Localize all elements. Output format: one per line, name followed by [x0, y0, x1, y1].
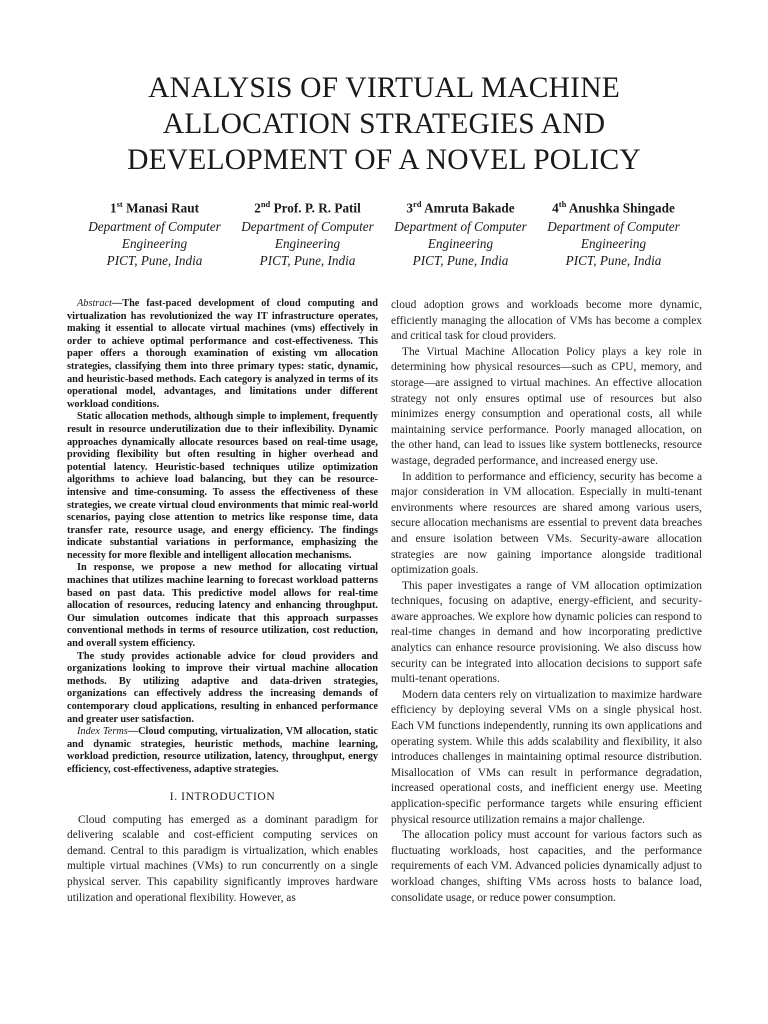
abstract-paragraph: In response, we propose a new method for allocating virtual machines that utilizes machine learning to forecast workload patterns based on past data. This predictive model allows for real-time allocation of resources, reducing latency and enhancing throughput. Our simulation outcomes indicate that this approach surpasses conventional methods in terms of resource utilization, cost reduction, and overall system efficiency.: [67, 562, 378, 650]
author-3: [384, 196, 537, 269]
author-name: Manasi Raut: [126, 200, 199, 216]
author-4: [537, 196, 690, 269]
author-location: PICT, Pune, India: [565, 253, 662, 269]
right-column: [391, 298, 702, 906]
index-terms: [67, 726, 378, 776]
section-heading: I. INTRODUCTION: [169, 790, 276, 803]
author-location: PICT, Pune, India: [259, 253, 356, 269]
body-paragraph: This paper investigates a range of VM allocation optimization techniques, focusing on adaptive, energy-efficient, and security-aware approaches. We explore how dynamic policies can respond to real-time changes in demand and how incorporating predictive analytics can enhance resource provisioning. We also discuss how security can be integrated into allocation decisions to support safe multi-tenant operations.: [391, 579, 702, 686]
author-department: Department of Computer: [394, 219, 527, 235]
abstract: [67, 298, 378, 726]
intro-left-text: [67, 813, 378, 907]
author-ordinal-suffix: th: [558, 199, 567, 209]
author-2: [231, 196, 384, 269]
title-line: ALLOCATION STRATEGIES AND: [162, 108, 606, 140]
abstract-text: —The fast-paced development of cloud computing and virtualization has revolutionized the way IT infrastructure operates, making it essential to allocate virtual machines (vms) effectively in order to achieve optimal performance and cost-effectiveness. This paper offers a thorough examination of existing vm allocation strategies, classifying them into three primary types: static, dynamic, and heuristic-based methods. Each category is analyzed in terms of its operational model, advantages, and limitations under different workload conditions.: [67, 298, 378, 410]
author-department-cont: Engineering: [580, 236, 647, 252]
author-department-cont: Engineering: [274, 236, 341, 252]
author-department: Department of Computer: [88, 219, 221, 235]
body-paragraph-continued: cloud adoption grows and workloads become more dynamic, efficiently managing the allocation of VMs has become a complex and critical task for cloud providers.: [391, 299, 702, 343]
abstract-paragraph: The study provides actionable advice for cloud providers and organizations looking to improve their virtual machine allocation methods. By utilizing adaptive and data-driven strategies, organizations can effectively address the increasing demands of contemporary cloud applications, resulting in enhanced performance and greater user satisfaction.: [67, 650, 378, 725]
body-paragraph: The allocation policy must account for various factors such as fluctuating workloads, host capacities, and the performance requirements of each VM. Advanced policies dynamically adjust to workload changes, shifting VMs across hosts to balance load, consolidate usage, or reduce power consumption.: [391, 829, 702, 904]
title-line: DEVELOPMENT OF A NOVEL POLICY: [127, 144, 641, 176]
author-ordinal: 1: [110, 200, 117, 216]
author-name: Anushka Shingade: [568, 200, 675, 216]
left-column: [67, 298, 378, 906]
body-paragraph: The Virtual Machine Allocation Policy plays a key role in determining how physical resources—such as CPU, memory, and storage—are assigned to virtual machines. An effective allocation strategy not only ensures optimal use of resources but also minimizes energy consumption and operational costs, all while maintaining service performance. Poorly managed allocation, on the other hand, can lead to issues like system bottlenecks, resource wastage, degraded performance, and increased energy use.: [391, 345, 702, 467]
author-ordinal-suffix: nd: [260, 199, 271, 209]
index-terms-label: Index Terms: [77, 726, 128, 738]
author-ordinal: 2: [254, 200, 261, 216]
author-department-cont: Engineering: [121, 236, 188, 252]
author-block: [78, 196, 690, 269]
author-name: Amruta Bakade: [424, 200, 515, 216]
author-location: PICT, Pune, India: [412, 253, 509, 269]
author-ordinal-suffix: st: [116, 199, 123, 209]
author-1: [78, 196, 231, 269]
author-department: Department of Computer: [547, 219, 680, 235]
author-location: PICT, Pune, India: [106, 253, 203, 269]
body-paragraph: In addition to performance and efficiency, security has become a major consideration in VM allocation. Especially in multi-tenant environments where resources are shared among various users, secure allocation mechanisms are essential to prevent data breaches and ensure isolation between VMs. Security-aware allocation strategies are now gaining importance alongside traditional optimization goals.: [391, 470, 702, 577]
body-paragraph: Cloud computing has emerged as a dominant paradigm for delivering scalable and cost-efficient computing services on demand. Central to this paradigm is virtualization, which enables multiple virtual machines (VMs) to run concurrently on a single physical server. This capability significantly improves hardware utilization and operational flexibility. However, as: [67, 813, 378, 904]
abstract-paragraph: [67, 298, 378, 411]
body-paragraph: Modern data centers rely on virtualization to maximize hardware efficiency by deploying several VMs on a single physical host. Each VM functions independently, running its own applications and operating system. While this adds scalability and flexibility, it also introduces challenges in maintaining optimal resource distribution. Misallocation of VMs can result in performance degradation, increased operational costs, and inefficient energy use. Meeting application-specific performance targets while ensuring efficient physical resource utilization remains a major challenge.: [391, 688, 702, 826]
author-ordinal: 4: [552, 200, 559, 216]
author-department-cont: Engineering: [427, 236, 494, 252]
author-department: Department of Computer: [241, 219, 374, 235]
index-terms-text: —Cloud computing, virtualization, VM allocation, static and dynamic strategies, heuristic methods, machine learning, workload prediction, resource utilization, latency, throughput, energy efficiency, cost-effectiveness, adaptive strategies.: [67, 726, 378, 775]
author-ordinal: 3: [406, 200, 414, 216]
abstract-paragraph: Static allocation methods, although simple to implement, frequently result in resource underutilization due to their inflexibility. Dynamic approaches dynamically allocate resources based on real-time usage, providing flexibility but often resulting in higher overhead and potential latency. Heuristic-based techniques utilize optimization algorithms to achieve load balancing, but they can be resource-intensive and time-consuming. To assess the effectiveness of these strategies, we create virtual cloud environments that mimic real-world scenarios, paying close attention to metrics like response time, data transfer rate, resource usage, and energy efficiency. The findings indicate substantial variations in performance, emphasizing the necessity for more flexible and intelligent allocation mechanisms.: [67, 411, 378, 561]
author-ordinal-suffix: rd: [413, 199, 422, 209]
title-line: ANALYSIS OF VIRTUAL MACHINE: [148, 72, 620, 104]
abstract-label: Abstract: [77, 298, 112, 309]
author-name: Prof. P. R. Patil: [273, 200, 361, 216]
paper-title: [0, 70, 768, 178]
